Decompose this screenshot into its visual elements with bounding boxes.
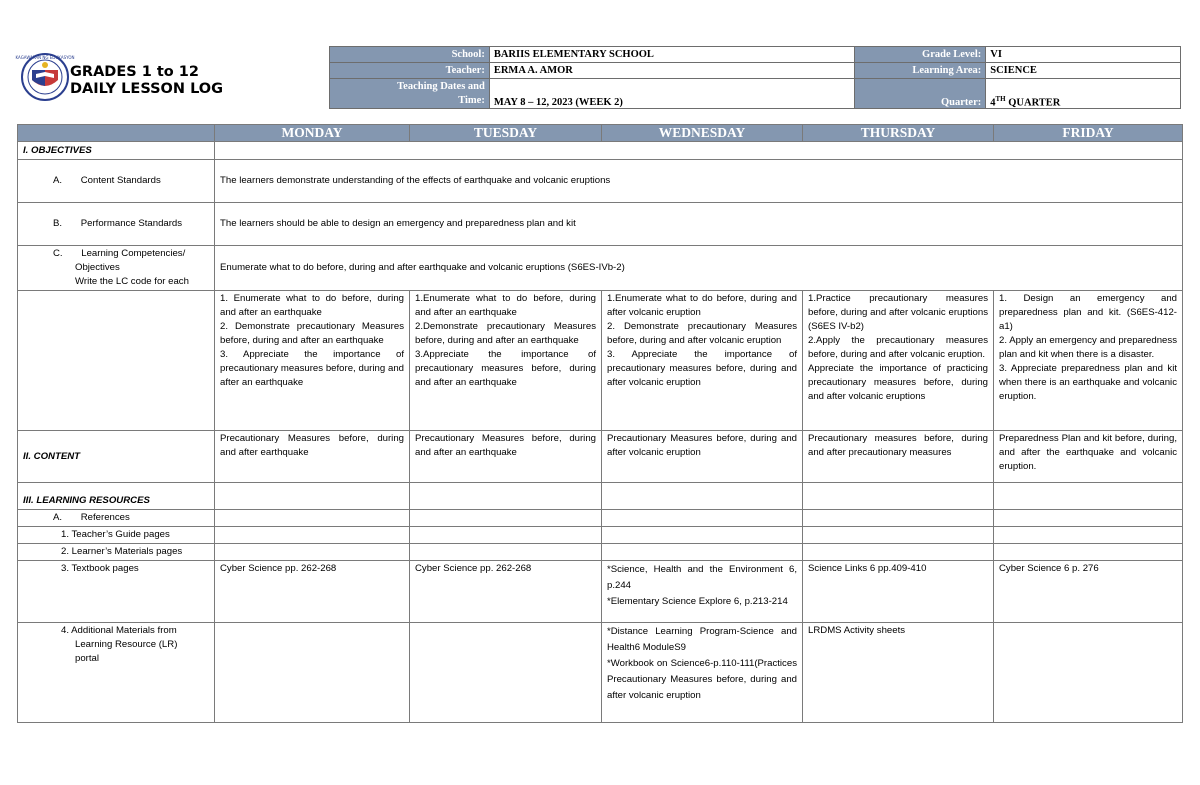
deped-seal-icon bbox=[15, 52, 75, 102]
quarter-number: 4 bbox=[990, 97, 996, 108]
teachers-guide-text: 1. Teacher’s Guide pages bbox=[61, 529, 170, 540]
competencies-label-line-1: Learning Competencies/ bbox=[81, 248, 186, 259]
textbook-friday bbox=[994, 561, 1183, 623]
teaching-dates-label-line-1: Teaching Dates and bbox=[397, 80, 485, 92]
title-line-2: DAILY LESSON LOG bbox=[70, 81, 224, 97]
additional-monday bbox=[215, 623, 410, 723]
competencies-label-line-3: Write the LC code for each bbox=[75, 276, 189, 287]
textbook-item: Cyber Science pp. 262-268 bbox=[220, 563, 337, 574]
objective-item: 1.Enumerate what to do before, during and after an earthquake bbox=[415, 293, 596, 318]
competencies-letter: C. bbox=[53, 248, 63, 259]
textbook-item: *Elementary Science Explore 6, p.213-214 bbox=[607, 596, 788, 607]
daily-objectives-row bbox=[18, 291, 1183, 431]
day-header-wednesday: WEDNESDAY bbox=[602, 125, 803, 142]
resources-cell bbox=[803, 483, 994, 510]
day-header-friday: FRIDAY bbox=[994, 125, 1183, 142]
day-header-thursday: THURSDAY bbox=[803, 125, 994, 142]
textbook-monday bbox=[215, 561, 410, 623]
textbook-item: Science Links 6 pp.409-410 bbox=[808, 563, 927, 574]
additional-item: LRDMS Activity sheets bbox=[808, 625, 906, 636]
learning-competencies-label bbox=[18, 246, 215, 291]
objectives-thursday bbox=[803, 291, 994, 431]
learning-competencies-value: Enumerate what to do before, during and after earthquake and volcanic eruptions (S6ES-IVb-2) bbox=[215, 246, 1183, 291]
content-standards-text: Content Standards bbox=[80, 175, 161, 186]
objectives-monday bbox=[215, 291, 410, 431]
objectives-section-label: I. OBJECTIVES bbox=[18, 142, 215, 160]
objective-item: 3.Appreciate the importance of precautionary measures before, during and after an earthquake bbox=[415, 349, 596, 388]
objective-item: 2. Demonstrate precautionary Measures before, during and after volcanic eruption bbox=[607, 321, 797, 346]
quarter-label: Quarter: bbox=[855, 79, 986, 109]
daily-objectives-label-cell bbox=[18, 291, 215, 431]
additional-label-line-1: 4. Additional Materials from bbox=[61, 625, 177, 636]
school-value: BARIIS ELEMENTARY SCHOOL bbox=[489, 47, 855, 63]
teaching-dates-label-line-2: Time: bbox=[458, 94, 485, 106]
additional-wednesday bbox=[602, 623, 803, 723]
day-header-row bbox=[18, 125, 1183, 142]
lesson-log-table bbox=[17, 124, 1183, 723]
references-cell bbox=[215, 510, 410, 527]
learning-resources-text: III. LEARNING RESOURCES bbox=[23, 495, 150, 506]
references-cell bbox=[602, 510, 803, 527]
grade-level-label: Grade Level: bbox=[855, 47, 986, 63]
content-tuesday: Precautionary Measures before, during and after an earthquake bbox=[410, 431, 602, 483]
textbook-tuesday bbox=[410, 561, 602, 623]
resources-cell bbox=[994, 483, 1183, 510]
references-cell bbox=[803, 510, 994, 527]
objective-item: 1.Enumerate what to do before, during and after volcanic eruption bbox=[607, 293, 797, 318]
textbook-thursday bbox=[803, 561, 994, 623]
learners-materials-cell bbox=[994, 544, 1183, 561]
learning-area-value: SCIENCE bbox=[986, 63, 1181, 79]
objective-item: 2. Apply an emergency and preparedness plan and kit when there is a disaster. bbox=[999, 335, 1177, 360]
quarter-suffix: TH bbox=[995, 94, 1006, 103]
textbook-item: Cyber Science 6 p. 276 bbox=[999, 563, 1099, 574]
content-wednesday: Precautionary Measures before, during and after volcanic eruption bbox=[602, 431, 803, 483]
teaching-dates-label bbox=[330, 79, 490, 109]
title-line-1: GRADES 1 to 12 bbox=[70, 64, 199, 80]
content-section-label: II. CONTENT bbox=[18, 431, 215, 483]
learners-materials-cell bbox=[215, 544, 410, 561]
learners-materials-cell bbox=[803, 544, 994, 561]
content-monday: Precautionary Measures before, during and after earthquake bbox=[215, 431, 410, 483]
objective-item: 3. Appreciate the importance of precautionary measures before, during and after volcanic eruption bbox=[607, 349, 797, 388]
objective-item: Appreciate the importance of practicing precautionary measures before, during and after volcanic eruptions bbox=[808, 363, 988, 402]
learning-area-label: Learning Area: bbox=[855, 63, 986, 79]
textbook-wednesday bbox=[602, 561, 803, 623]
textbook-item: Cyber Science pp. 262-268 bbox=[415, 563, 532, 574]
competencies-label-line-2: Objectives bbox=[75, 262, 120, 273]
additional-materials-row bbox=[18, 623, 1183, 723]
teachers-guide-cell bbox=[994, 527, 1183, 544]
learners-materials-cell bbox=[602, 544, 803, 561]
learners-materials-label bbox=[18, 544, 215, 561]
additional-label-line-2: Learning Resource (LR) bbox=[75, 639, 178, 650]
resources-cell bbox=[602, 483, 803, 510]
teachers-guide-cell bbox=[803, 527, 994, 544]
objectives-tuesday bbox=[410, 291, 602, 431]
content-friday: Preparedness Plan and kit before, during, and after the earthquake and volcanic eruption. bbox=[994, 431, 1183, 483]
additional-label-line-3: portal bbox=[75, 653, 99, 664]
learners-materials-text: 2. Learner’s Materials pages bbox=[61, 546, 183, 557]
teachers-guide-cell bbox=[410, 527, 602, 544]
teachers-guide-cell bbox=[215, 527, 410, 544]
references-cell bbox=[994, 510, 1183, 527]
textbook-label bbox=[18, 561, 215, 623]
teachers-guide-label bbox=[18, 527, 215, 544]
resources-cell bbox=[215, 483, 410, 510]
objective-item: 3. Appreciate the importance of precautionary measures before, during and after an earthquake bbox=[220, 349, 404, 388]
performance-standards-letter: B. bbox=[53, 218, 63, 229]
objective-item: 1. Enumerate what to do before, during and after an earthquake bbox=[220, 293, 404, 318]
objective-item: 1. Design an emergency and preparedness plan and kit. (S6ES-412-a1) bbox=[999, 293, 1177, 332]
objectives-friday bbox=[994, 291, 1183, 431]
resources-cell bbox=[410, 483, 602, 510]
objectives-section-cell bbox=[215, 142, 1183, 160]
content-standards-value: The learners demonstrate understanding of the effects of earthquake and volcanic eruptions bbox=[215, 160, 1183, 203]
objectives-wednesday bbox=[602, 291, 803, 431]
teaching-dates-value: MAY 8 – 12, 2023 (WEEK 2) bbox=[489, 79, 855, 109]
additional-item: *Workbook on Science6-p.110-111(Practices Precautionary Measures before, during and after volcanic eruption bbox=[607, 658, 797, 701]
textbook-row bbox=[18, 561, 1183, 623]
objective-item: 2.Demonstrate precautionary Measures before, during and after an earthquake bbox=[415, 321, 596, 346]
header-blank-cell bbox=[18, 125, 215, 142]
teacher-value: ERMA A. AMOR bbox=[489, 63, 855, 79]
school-label: School: bbox=[330, 47, 490, 63]
performance-standards-value: The learners should be able to design an emergency and preparedness plan and kit bbox=[215, 203, 1183, 246]
day-header-tuesday: TUESDAY bbox=[410, 125, 602, 142]
content-row bbox=[18, 431, 1183, 483]
grade-level-value: VI bbox=[986, 47, 1181, 63]
day-header-monday: MONDAY bbox=[215, 125, 410, 142]
performance-standards-label bbox=[18, 203, 215, 246]
references-cell bbox=[410, 510, 602, 527]
info-table bbox=[329, 46, 1181, 109]
quarter-word: QUARTER bbox=[1005, 97, 1061, 108]
content-thursday: Precautionary measures before, during and after precautionary measures bbox=[803, 431, 994, 483]
references-text: References bbox=[80, 512, 130, 523]
objective-item: 3. Appreciate preparedness plan and kit when there is an earthquake and volcanic eruption. bbox=[999, 363, 1177, 402]
additional-item: *Distance Learning Program-Science and Health6 ModuleS9 bbox=[607, 626, 797, 653]
quarter-value bbox=[986, 79, 1181, 109]
additional-friday bbox=[994, 623, 1183, 723]
performance-standards-text: Performance Standards bbox=[80, 218, 183, 229]
objective-item: 2.Apply the precautionary measures before, during and after volcanic eruption. bbox=[808, 335, 988, 360]
references-letter: A. bbox=[53, 512, 63, 523]
additional-materials-label bbox=[18, 623, 215, 723]
objective-item: 2. Demonstrate precautionary Measures before, during and after an earthquake bbox=[220, 321, 404, 346]
svg-text:KAGAWARAN NG EDUKASYON: KAGAWARAN NG EDUKASYON bbox=[15, 55, 75, 60]
textbook-item: *Science, Health and the Environment 6, p.244 bbox=[607, 564, 797, 591]
additional-thursday bbox=[803, 623, 994, 723]
page-title bbox=[70, 64, 223, 98]
objective-item: 1.Practice precautionary measures before, during and after volcanic eruptions (S6ES IV-b2) bbox=[808, 293, 988, 332]
teacher-label: Teacher: bbox=[330, 63, 490, 79]
additional-tuesday bbox=[410, 623, 602, 723]
textbook-text: 3. Textbook pages bbox=[61, 563, 139, 574]
learners-materials-cell bbox=[410, 544, 602, 561]
references-label bbox=[18, 510, 215, 527]
content-standards-letter: A. bbox=[53, 175, 63, 186]
learning-resources-label bbox=[18, 483, 215, 510]
content-standards-label bbox=[18, 160, 215, 203]
teachers-guide-cell bbox=[602, 527, 803, 544]
